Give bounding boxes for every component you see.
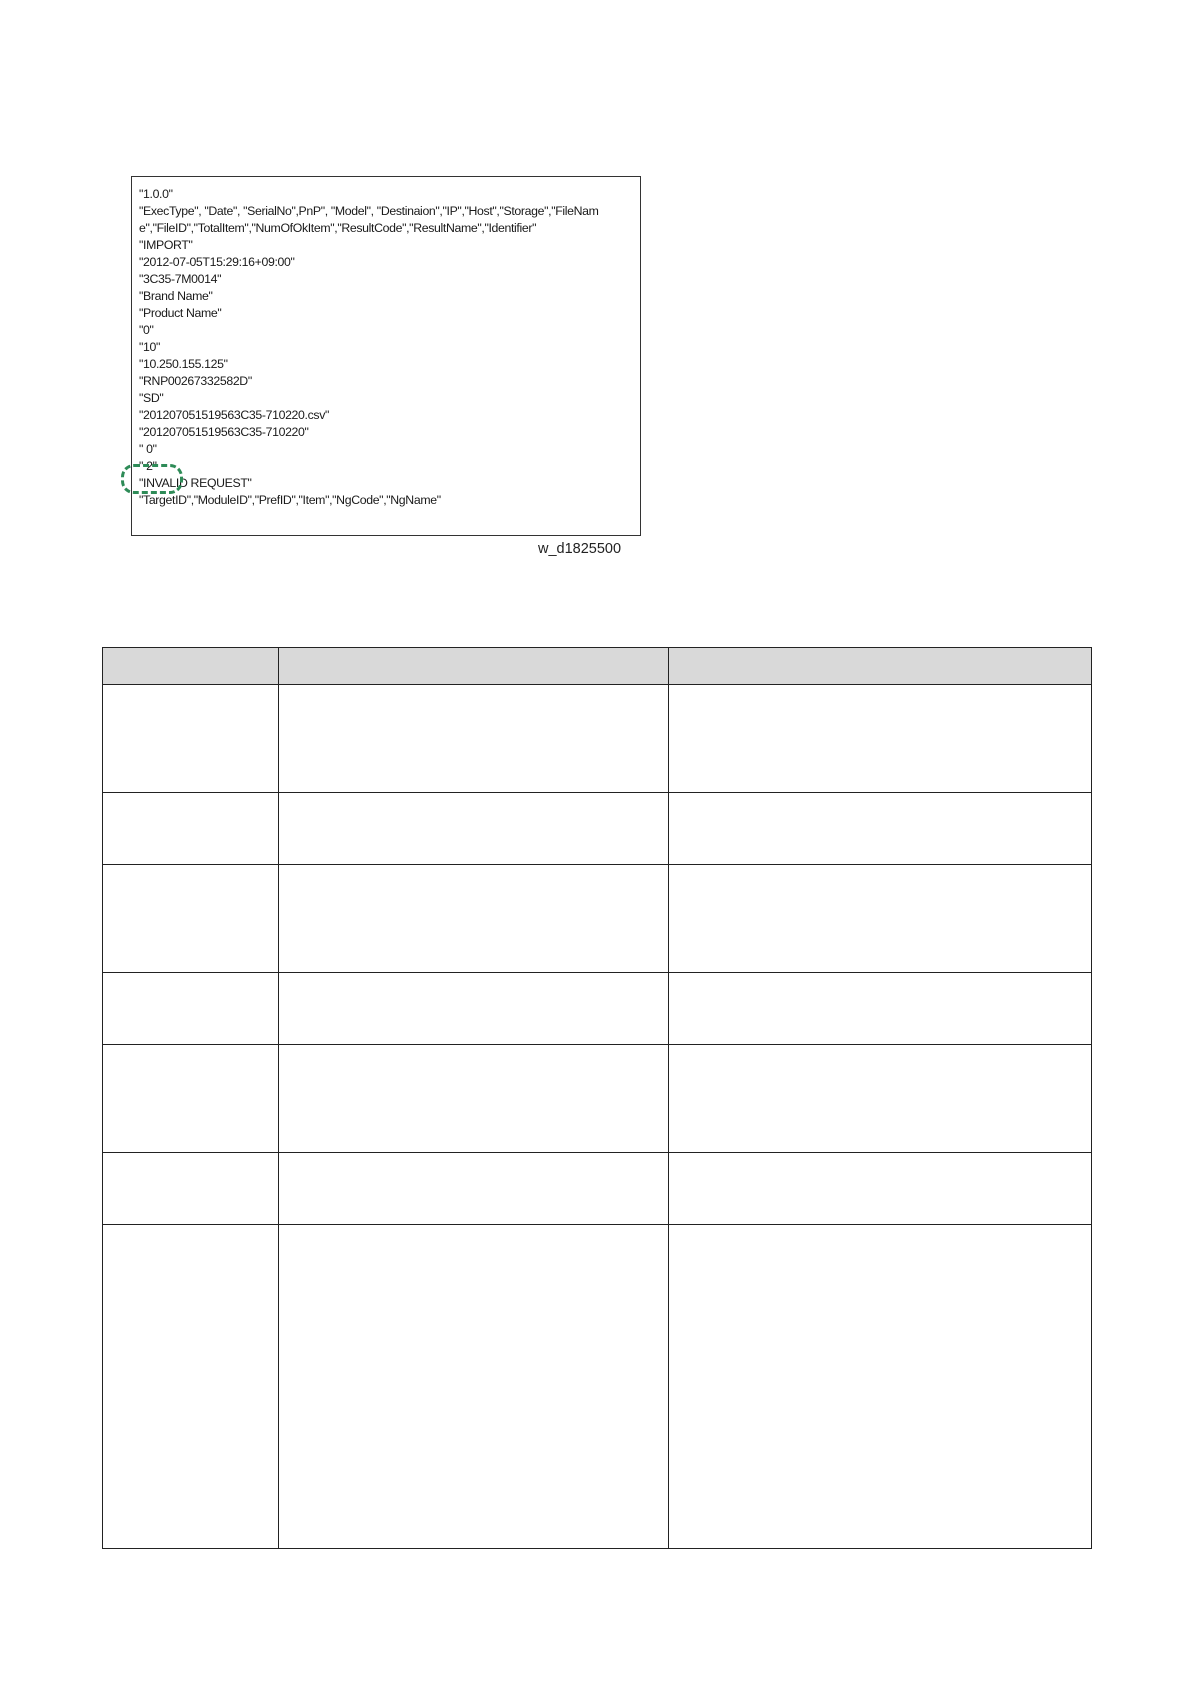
figure-line: "TargetID","ModuleID","PrefID","Item","NgCode","NgName"	[139, 493, 441, 507]
table-cell	[669, 685, 1092, 793]
table-cell	[279, 865, 669, 973]
table-cell	[669, 1045, 1092, 1153]
highlight-callout	[121, 464, 183, 494]
figure-line: "Brand Name"	[139, 289, 213, 303]
figure-line: " 2"	[139, 459, 157, 473]
table-cell	[103, 1153, 279, 1225]
table-cell	[103, 1225, 279, 1549]
figure-line: "ExecType", "Date", "SerialNo",PnP", "Model", "Destinaion","IP","Host","Storage","FileNam	[139, 204, 599, 218]
table-cell	[279, 1153, 669, 1225]
figure-line: "10.250.155.125"	[139, 357, 228, 371]
table-row	[103, 793, 1092, 865]
table-row	[103, 1045, 1092, 1153]
table-cell	[669, 793, 1092, 865]
table-cell	[103, 865, 279, 973]
table-cell	[669, 865, 1092, 973]
figure-line: "RNP00267332582D"	[139, 374, 252, 388]
figure-line: "1.0.0"	[139, 187, 173, 201]
figure-line: "0"	[139, 323, 154, 337]
figure-line: "10"	[139, 340, 161, 354]
table-cell	[103, 793, 279, 865]
table-header-cell	[279, 648, 669, 685]
table-cell	[669, 973, 1092, 1045]
table-cell	[279, 1045, 669, 1153]
csv-log-figure	[131, 176, 641, 536]
figure-line: "SD"	[139, 391, 164, 405]
table-cell	[279, 685, 669, 793]
table-body	[103, 685, 1092, 1549]
table-cell	[103, 1045, 279, 1153]
table-cell	[103, 685, 279, 793]
table-cell	[279, 973, 669, 1045]
figure-line: e","FileID","TotalItem","NumOfOkItem","ResultCode","ResultName","Identifier"	[139, 221, 537, 235]
table-header-cell	[103, 648, 279, 685]
table-header-row	[103, 648, 1092, 685]
figure-line: "IMPORT"	[139, 238, 193, 252]
table-cell	[279, 793, 669, 865]
table-header-cell	[669, 648, 1092, 685]
table-cell	[279, 1225, 669, 1549]
table-row	[103, 973, 1092, 1045]
figure-id-label: w_d1825500	[538, 541, 622, 557]
figure-line: "3C35-7M0014"	[139, 272, 222, 286]
table-cell	[669, 1225, 1092, 1549]
figure-line: " 0"	[139, 442, 157, 456]
table-row	[103, 865, 1092, 973]
figure-line: "201207051519563C35-710220"	[139, 425, 309, 439]
figure-text-block	[139, 186, 637, 509]
table-row	[103, 1225, 1092, 1549]
figure-line: "2012-07-05T15:29:16+09:00"	[139, 255, 295, 269]
table-row	[103, 1153, 1092, 1225]
table-cell	[669, 1153, 1092, 1225]
table-row	[103, 685, 1092, 793]
table-cell	[103, 973, 279, 1045]
figure-line: "Product Name"	[139, 306, 222, 320]
figure-line: "201207051519563C35-710220.csv"	[139, 408, 330, 422]
figure-line: "INVALID REQUEST"	[139, 476, 252, 490]
data-table	[102, 647, 1092, 1549]
